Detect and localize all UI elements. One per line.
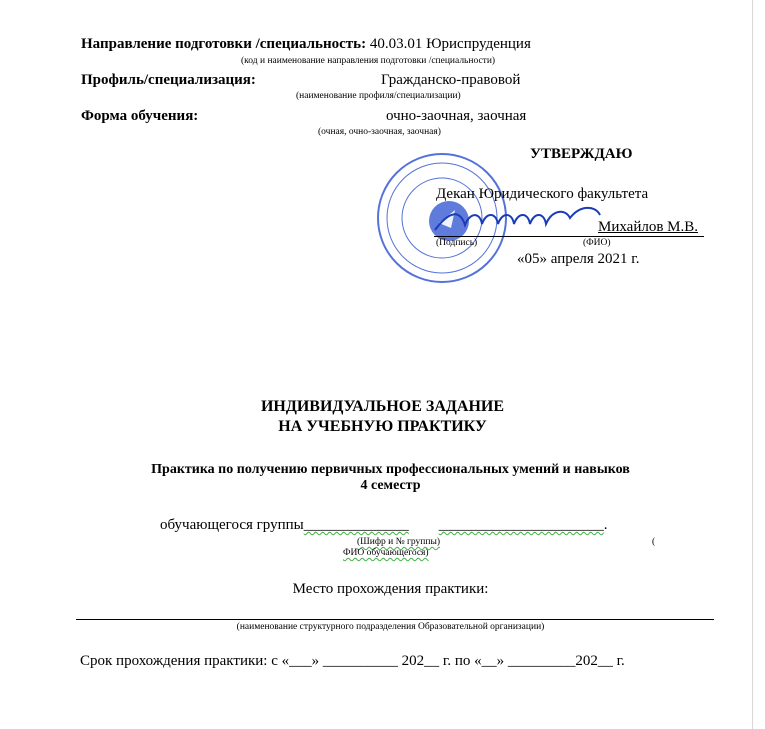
signature-line (434, 236, 704, 237)
student-name-hint: ФИО обучающегося) (343, 548, 429, 558)
practice-subtitle: Практика по получению первичных профессиональных умений и навыков (151, 462, 630, 477)
place-line[interactable] (76, 619, 714, 620)
page-edge (752, 0, 753, 729)
approval-date: «05» апреля 2021 г. (517, 251, 640, 267)
form-value: очно-заочная, заочная (386, 108, 527, 124)
name-hint-open: ( (652, 537, 656, 547)
form-hint: (очная, очно-заочная, заочная) (318, 127, 441, 137)
profile-hint: (наименование профиля/специализации) (296, 91, 461, 101)
student-end: . (603, 517, 608, 533)
semester: 4 семестр (360, 478, 421, 493)
student-row (160, 517, 607, 534)
name-hint: (ФИО) (583, 238, 611, 248)
approver-position: Декан Юридического факультета (436, 186, 649, 202)
name-blank[interactable]: ______________________ (438, 517, 604, 533)
signature (430, 200, 610, 240)
place-label: Место прохождения практики: (292, 581, 489, 597)
period-text: Срок прохождения практики: с «___» __________ 202__ г. по «__» _________202__ г. (80, 653, 625, 669)
direction-value: 40.03.01 Юриспруденция (369, 36, 531, 52)
group-hint: (Шифр и № группы) (357, 537, 440, 547)
profile-label: Профиль/специализация: (81, 72, 256, 88)
place-hint: (наименование структурного подразделения Образовательной организации) (236, 622, 545, 632)
student-label: обучающегося группы (160, 517, 304, 533)
group-hint-row (357, 537, 655, 547)
title-line2: НА УЧЕБНУЮ ПРАКТИКУ (278, 418, 487, 435)
signature-hint: (Подпись) (436, 238, 478, 248)
direction-hint: (код и наименование направления подготовки /специальности) (241, 56, 496, 66)
profile-value: Гражданско-правовой (381, 72, 521, 88)
direction-row (81, 36, 531, 53)
approver-name: Михайлов М.В. (598, 219, 699, 235)
direction-label: Направление подготовки /специальность: (81, 36, 367, 52)
form-label: Форма обучения: (81, 108, 199, 124)
approve-title: УТВЕРЖДАЮ (530, 146, 633, 162)
title-line1: ИНДИВИДУАЛЬНОЕ ЗАДАНИЕ (260, 398, 505, 415)
group-blank[interactable]: ______________ (303, 517, 409, 533)
